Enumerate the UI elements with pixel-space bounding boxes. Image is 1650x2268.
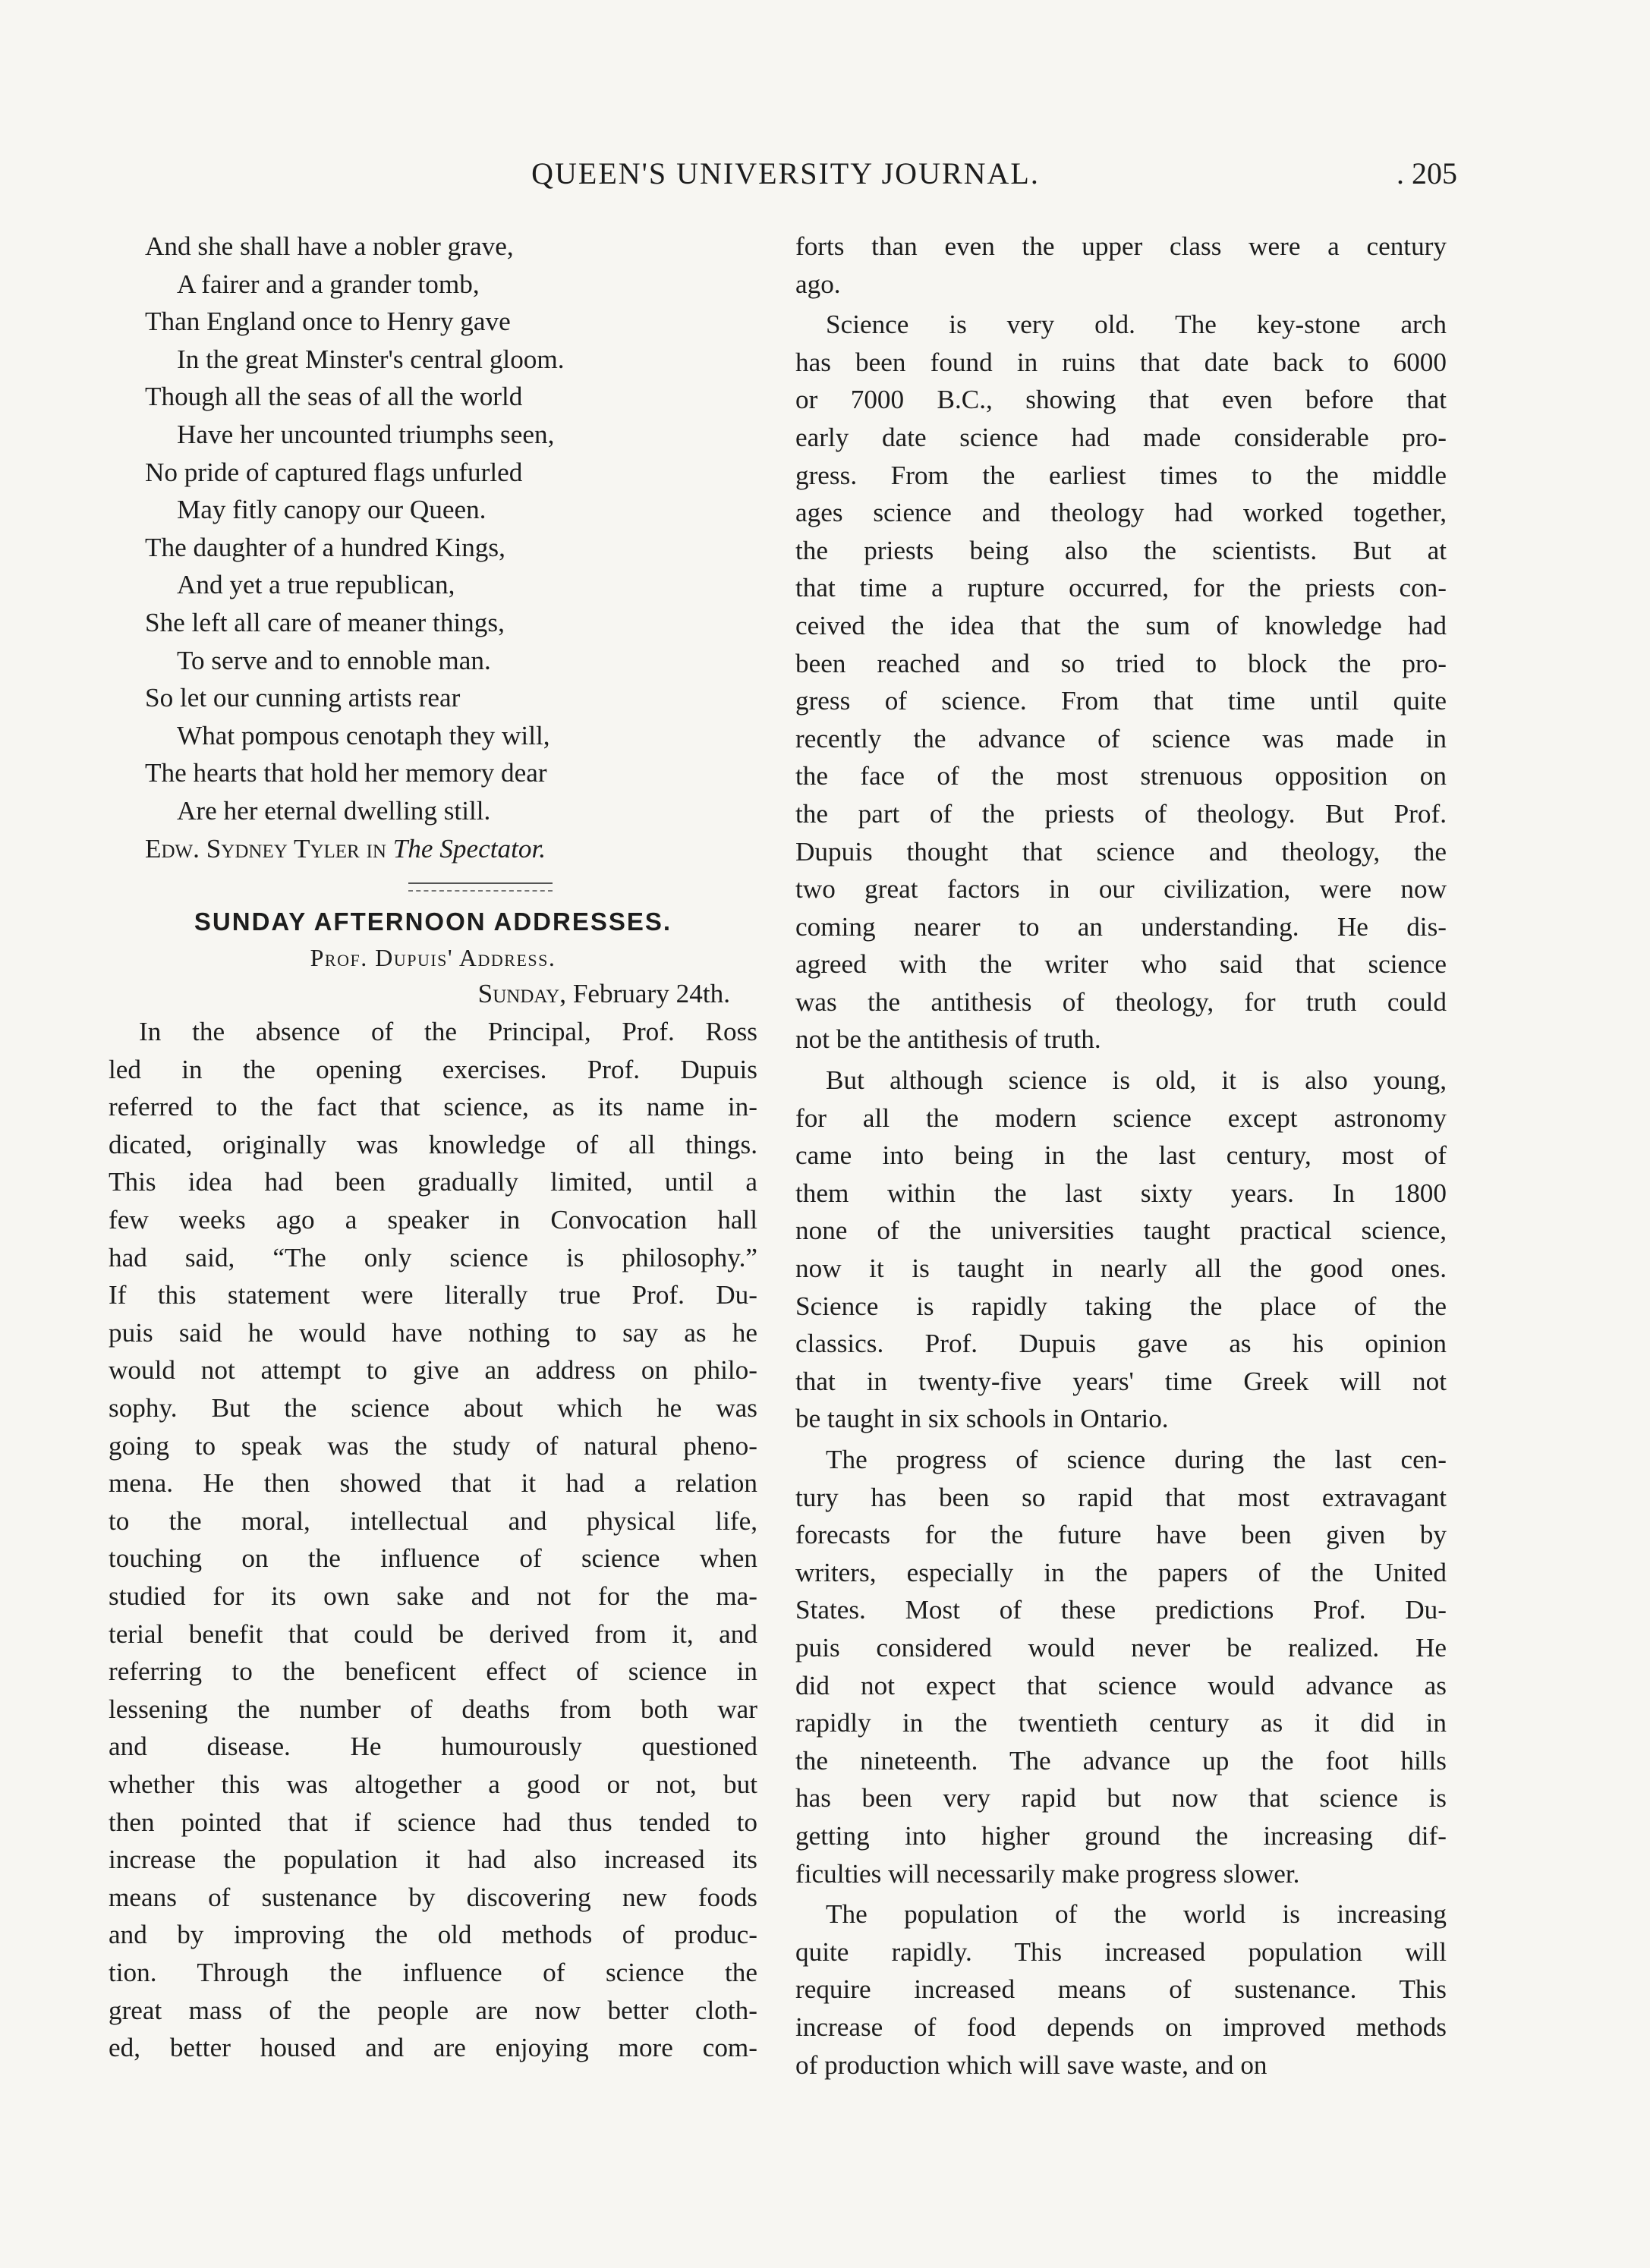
text-line: mena. He then showed that it had a relation <box>109 1468 757 1499</box>
poem-line: And yet a true republican, <box>177 570 455 600</box>
page-number <box>1397 156 1457 191</box>
poem-line: Though all the seas of all the world <box>145 382 523 412</box>
paragraph <box>795 1441 1447 1892</box>
text-line: great mass of the people are now better cloth- <box>109 1995 757 2025</box>
text-line: led in the opening exercises. Prof. Dupuis <box>109 1054 757 1084</box>
text-line: or 7000 B.C., showing that even before that <box>795 385 1447 415</box>
text-line: whether this was altogether a good or not, but <box>109 1769 757 1799</box>
poem-line: Have her uncounted triumphs seen, <box>177 419 555 449</box>
paragraph <box>795 1895 1447 2084</box>
poem-line: And she shall have a nobler grave, <box>145 231 514 261</box>
text-line: be taught in six schools in Ontario. <box>795 1404 1169 1434</box>
dateline <box>109 975 757 1013</box>
text-line: This idea had been gradually limited, until a <box>109 1167 757 1197</box>
text-line: none of the universities taught practical science, <box>795 1216 1447 1246</box>
text-line: recently the advance of science was made in <box>795 723 1447 753</box>
text-line: has been found in ruins that date back to 6000 <box>795 347 1447 377</box>
text-line: then pointed that if science had thus tended to <box>109 1807 757 1837</box>
text-line: writers, especially in the papers of the United <box>795 1557 1447 1587</box>
text-line: the part of the priests of theology. But Prof. <box>795 798 1447 829</box>
text-line: that in twenty-five years' time Greek will not <box>795 1366 1447 1396</box>
text-line: terial benefit that could be derived from it, and <box>109 1618 757 1649</box>
poem-line: What pompous cenotaph they will, <box>177 720 550 750</box>
poem-line: No pride of captured flags unfurled <box>145 457 523 487</box>
text-line: forts than even the upper class were a century <box>795 231 1447 261</box>
text-line: coming nearer to an understanding. He dis- <box>795 911 1447 942</box>
paragraph <box>795 1062 1447 1438</box>
paragraph <box>795 306 1447 1059</box>
address-subtitle: Prof. Dupuis' Address. <box>310 944 556 972</box>
poem-line: Are her eternal dwelling still. <box>177 795 491 826</box>
text-line: puis considered would never be realized. He <box>795 1632 1447 1662</box>
poem-line: Than England once to Henry gave <box>145 307 511 337</box>
text-line: to the moral, intellectual and physical life, <box>109 1505 757 1536</box>
text-line: and by improving the old methods of produc- <box>109 1920 757 1950</box>
text-line: classics. Prof. Dupuis gave as his opinion <box>795 1329 1447 1359</box>
text-line: increase the population it had also increased its <box>109 1845 757 1875</box>
text-line: ceived the idea that the sum of knowledge had <box>795 610 1447 640</box>
text-line: the face of the most strenuous opposition on <box>795 761 1447 791</box>
text-line: lessening the number of deaths from both war <box>109 1694 757 1724</box>
dateline-date: February 24th. <box>572 979 730 1009</box>
text-line: ed, better housed and are enjoying more com- <box>109 2033 757 2063</box>
section-title: SUNDAY AFTERNOON ADDRESSES. <box>194 908 672 936</box>
text-line: referring to the beneficent effect of science in <box>109 1656 757 1687</box>
journal-title: QUEEN'S UNIVERSITY JOURNAL. <box>531 156 1040 190</box>
text-line: increase of food depends on improved methods <box>795 2012 1447 2042</box>
poem-line: She left all care of meaner things, <box>145 607 505 637</box>
text-line: In the absence of the Principal, Prof. Ross <box>139 1017 757 1047</box>
text-line: getting into higher ground the increasing dif- <box>795 1820 1447 1851</box>
text-line: sophy. But the science about which he was <box>109 1393 757 1423</box>
text-line: tion. Through the influence of science the <box>109 1957 757 1987</box>
text-line: that time a rupture occurred, for the priests con- <box>795 573 1447 603</box>
text-line: Dupuis thought that science and theology, the <box>795 836 1447 867</box>
poem-line: The daughter of a hundred Kings, <box>145 532 505 562</box>
text-line: them within the last sixty years. In 1800 <box>795 1178 1447 1208</box>
text-line: gress. From the earliest times to the middle <box>795 460 1447 490</box>
poem-line: So let our cunning artists rear <box>145 683 461 713</box>
dateline-day: Sunday, <box>477 979 567 1009</box>
text-line: tury has been so rapid that most extravagant <box>795 1482 1447 1512</box>
text-line: few weeks ago a speaker in Convocation hall <box>109 1205 757 1235</box>
poem-line: To serve and to ennoble man. <box>177 645 491 675</box>
text-line: States. Most of these predictions Prof. Du- <box>795 1595 1447 1625</box>
text-line: now it is taught in nearly all the good ones. <box>795 1254 1447 1284</box>
text-line: two great factors in our civilization, were now <box>795 874 1447 904</box>
text-line: Science is very old. The key-stone arch <box>826 310 1447 340</box>
text-line: But although science is old, it is also young, <box>826 1065 1447 1096</box>
text-line: means of sustenance by discovering new foods <box>109 1882 757 1912</box>
text-line: and disease. He humourously questioned <box>109 1732 757 1762</box>
text-line: was the antithesis of theology, for truth could <box>795 986 1447 1017</box>
poem-author: Edw. Sydney Tyler in <box>145 833 386 863</box>
text-line: ago. <box>795 269 841 299</box>
text-line: Science is rapidly taking the place of the <box>795 1291 1447 1321</box>
text-line: had said, “The only science is philosophy.” <box>109 1242 757 1272</box>
paragraph <box>795 228 1447 303</box>
text-line: touching on the influence of science when <box>109 1543 757 1574</box>
text-line: ficulties will necessarily make progress slower. <box>795 1858 1300 1889</box>
text-line: The population of the world is increasing <box>826 1899 1447 1930</box>
text-line: studied for its own sake and not for the ma- <box>109 1581 757 1611</box>
poem-line: A fairer and a grander tomb, <box>177 269 480 299</box>
page-number-dot: . <box>1397 156 1404 190</box>
text-line: the priests being also the scientists. But at <box>795 535 1447 565</box>
poem-line: The hearts that hold her memory dear <box>145 758 547 788</box>
text-line: of production which will save waste, and on <box>795 2049 1267 2080</box>
poem-source: The Spectator. <box>392 833 546 863</box>
text-line: referred to the fact that science, as its name in- <box>109 1092 757 1122</box>
text-line: going to speak was the study of natural pheno- <box>109 1430 757 1461</box>
text-line: If this statement were literally true Prof. Du- <box>109 1280 757 1310</box>
text-line: forecasts for the future have been given by <box>795 1520 1447 1550</box>
text-line: did not expect that science would advance as <box>795 1670 1447 1700</box>
text-line: require increased means of sustenance. This <box>795 1974 1447 2005</box>
text-line: agreed with the writer who said that science <box>795 949 1447 980</box>
poem-line: In the great Minster's central gloom. <box>177 344 565 374</box>
text-line: dicated, originally was knowledge of all things. <box>109 1129 757 1159</box>
text-line: not be the antithesis of truth. <box>795 1024 1101 1055</box>
text-line: puis said he would have nothing to say as he <box>109 1317 757 1348</box>
article-body-left <box>109 1013 757 2067</box>
page-number-value: 205 <box>1412 156 1457 190</box>
text-line: quite rapidly. This increased population will <box>795 1936 1447 1967</box>
right-column <box>795 228 1447 2084</box>
text-line: early date science had made considerable pro- <box>795 422 1447 452</box>
text-line: gress of science. From that time until quite <box>795 686 1447 716</box>
text-line: the nineteenth. The advance up the foot hills <box>795 1745 1447 1776</box>
poem-line: May fitly canopy our Queen. <box>177 495 486 525</box>
left-column <box>109 228 757 2067</box>
text-line: The progress of science during the last cen- <box>826 1445 1447 1474</box>
text-line: for all the modern science except astronomy <box>795 1103 1447 1133</box>
text-line: came into being in the last century, most of <box>795 1140 1447 1171</box>
text-line: has been very rapid but now that science is <box>795 1783 1447 1813</box>
text-line: rapidly in the twentieth century as it did in <box>795 1708 1447 1738</box>
section-divider <box>408 882 553 892</box>
poem-signature <box>109 830 757 868</box>
text-line: ages science and theology had worked together, <box>795 498 1447 528</box>
poem <box>109 228 757 830</box>
text-line: been reached and so tried to block the pro- <box>795 648 1447 678</box>
text-line: would not attempt to give an address on philo- <box>109 1355 757 1386</box>
running-header <box>114 156 1457 201</box>
